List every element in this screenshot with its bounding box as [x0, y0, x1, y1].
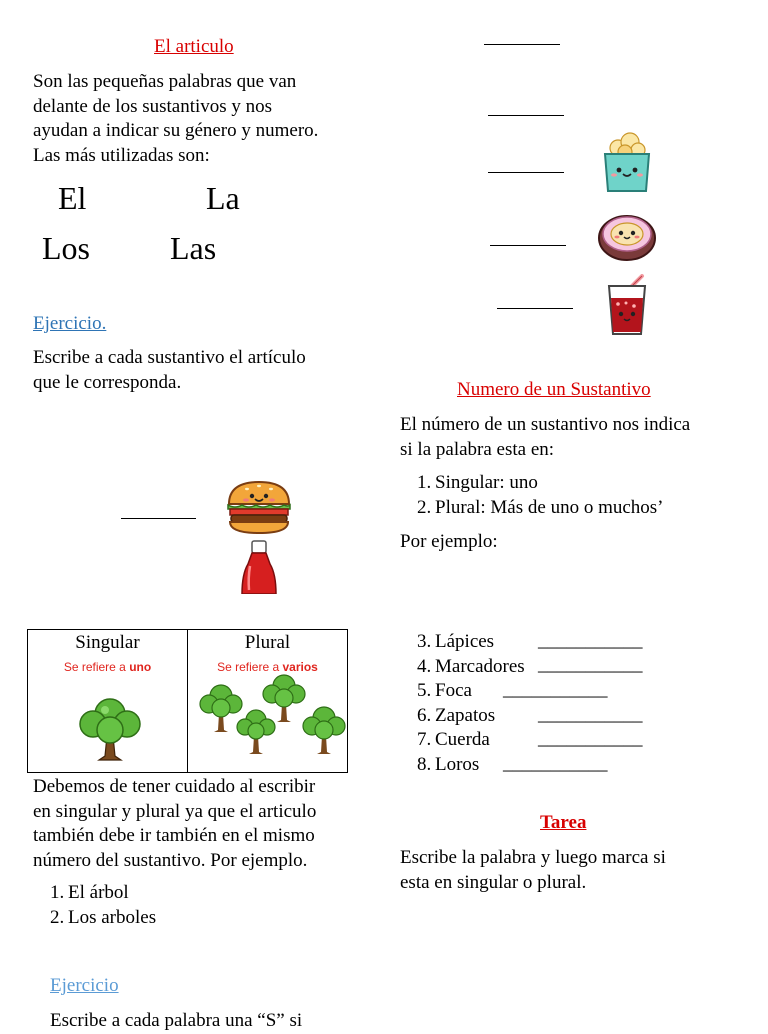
tree-icon: [303, 707, 345, 754]
singular-plural-table: [27, 629, 348, 773]
word-answer-blank[interactable]: ___________: [538, 704, 643, 725]
list-item: [417, 728, 525, 753]
word-answer-blank[interactable]: ___________: [538, 728, 643, 749]
word-answer-blank[interactable]: ___________: [503, 679, 608, 700]
answer-blank[interactable]: [488, 172, 564, 173]
tarea-instructions: [400, 846, 666, 895]
ketchup-bottle-icon: [240, 540, 278, 594]
list-number: 3.: [417, 631, 432, 652]
answer-blank[interactable]: [488, 115, 564, 116]
numero-line: El número de un sustantivo nos indica: [400, 414, 691, 435]
hamburger-icon: [225, 478, 293, 536]
list-number: 1.: [417, 472, 432, 493]
list-number: 2.: [417, 496, 432, 518]
tree-icon: [200, 685, 242, 732]
list-number: 2.: [50, 906, 65, 928]
trees-icon: [188, 674, 348, 764]
ejercicio2-instruction: Escribe a cada palabra una “S” si: [50, 1010, 303, 1031]
articulo-intro: [33, 70, 318, 168]
tarea-line: Escribe la palabra y luego marca si: [400, 847, 666, 868]
ejercicio-instructions: [33, 346, 306, 395]
tarea-title: Tarea: [540, 812, 587, 833]
word-answer-blank[interactable]: ___________: [538, 630, 643, 651]
tree-icon: [237, 710, 275, 754]
instruction-line: que le corresponda.: [33, 371, 182, 393]
intro-line: ayudan a indicar su género y numero.: [33, 120, 319, 141]
soda-drink-icon: [604, 274, 650, 338]
list-item: [417, 630, 525, 655]
singular-cell: [28, 630, 188, 773]
intro-line: Son las pequeñas palabras que van: [33, 71, 297, 92]
list-text: Cuerda: [435, 729, 490, 750]
list-item: [417, 496, 664, 521]
list-text: Plural: Más de uno o muchos’: [435, 496, 664, 518]
por-ejemplo: Por ejemplo:: [400, 531, 498, 552]
article-las: Las: [170, 230, 217, 266]
list-item: [417, 655, 525, 680]
cuidado-paragraph: [33, 775, 316, 873]
list-item: [417, 704, 525, 729]
list-text: El árbol: [68, 882, 129, 903]
article-el: El: [58, 180, 87, 216]
ejercicio-title[interactable]: Ejercicio.: [33, 313, 107, 334]
list-text: Zapatos: [435, 704, 496, 726]
tree-icon: [75, 696, 145, 762]
article-la: La: [206, 180, 240, 216]
list-number: 1.: [50, 882, 65, 903]
singular-sub-bold: uno: [129, 660, 152, 674]
list-number: 6.: [417, 704, 432, 726]
answer-blank[interactable]: [484, 44, 560, 45]
singular-sub-prefix: Se refiere a: [63, 660, 130, 674]
plural-subtitle: [188, 660, 347, 674]
article-los: Los: [42, 230, 90, 266]
singular-header: Singular: [75, 632, 140, 653]
list-text: Singular: uno: [435, 472, 538, 493]
list-number: 4.: [417, 655, 432, 677]
donut-icon: [597, 210, 657, 262]
numero-intro: [400, 413, 690, 462]
list-number: 5.: [417, 680, 432, 701]
intro-line: delante de los sustantivos y nos: [33, 95, 273, 117]
answer-blank[interactable]: [497, 308, 573, 309]
cuidado-line: número del sustantivo. Por ejemplo.: [33, 849, 308, 871]
list-text: Loros: [435, 753, 480, 775]
popcorn-icon: [600, 132, 654, 194]
list-text: Los arboles: [68, 906, 157, 928]
cuidado-line: también debe ir también en el mismo: [33, 825, 315, 846]
list-text: Foca: [435, 680, 472, 701]
tarea-line: esta en singular o plural.: [400, 871, 587, 893]
word-answer-blank[interactable]: ___________: [503, 753, 608, 774]
cuidado-line: Debemos de tener cuidado al escribir: [33, 776, 316, 797]
list-item: [50, 906, 156, 931]
list-item: [50, 881, 156, 906]
list-number: 7.: [417, 729, 432, 750]
cuidado-line: en singular y plural ya que el articulo: [33, 800, 317, 822]
numero-title: Numero de un Sustantivo: [457, 379, 651, 400]
answer-blank[interactable]: [490, 245, 566, 246]
list-number: 8.: [417, 753, 432, 775]
singular-subtitle: [28, 660, 187, 674]
word-answer-blank[interactable]: ___________: [538, 654, 643, 675]
list-text: Lápices: [435, 631, 495, 652]
instruction-line: Escribe a cada sustantivo el artículo: [33, 347, 306, 368]
intro-line: Las más utilizadas son:: [33, 144, 210, 166]
list-item: [417, 471, 664, 496]
answer-blank-hamburger[interactable]: [121, 518, 196, 519]
articulo-title: El articulo: [154, 36, 234, 57]
cuidado-examples: [50, 881, 156, 930]
plural-sub-prefix: Se refiere a: [217, 660, 283, 674]
list-text: Marcadores: [435, 655, 525, 677]
numero-line: si la palabra esta en:: [400, 438, 555, 460]
numero-list: [417, 471, 664, 520]
ejercicio2-title[interactable]: Ejercicio: [50, 975, 119, 996]
plural-header: Plural: [244, 632, 291, 653]
tree-icon: [263, 675, 305, 722]
plural-cell: [188, 630, 348, 773]
plural-sub-bold: varios: [282, 660, 318, 674]
